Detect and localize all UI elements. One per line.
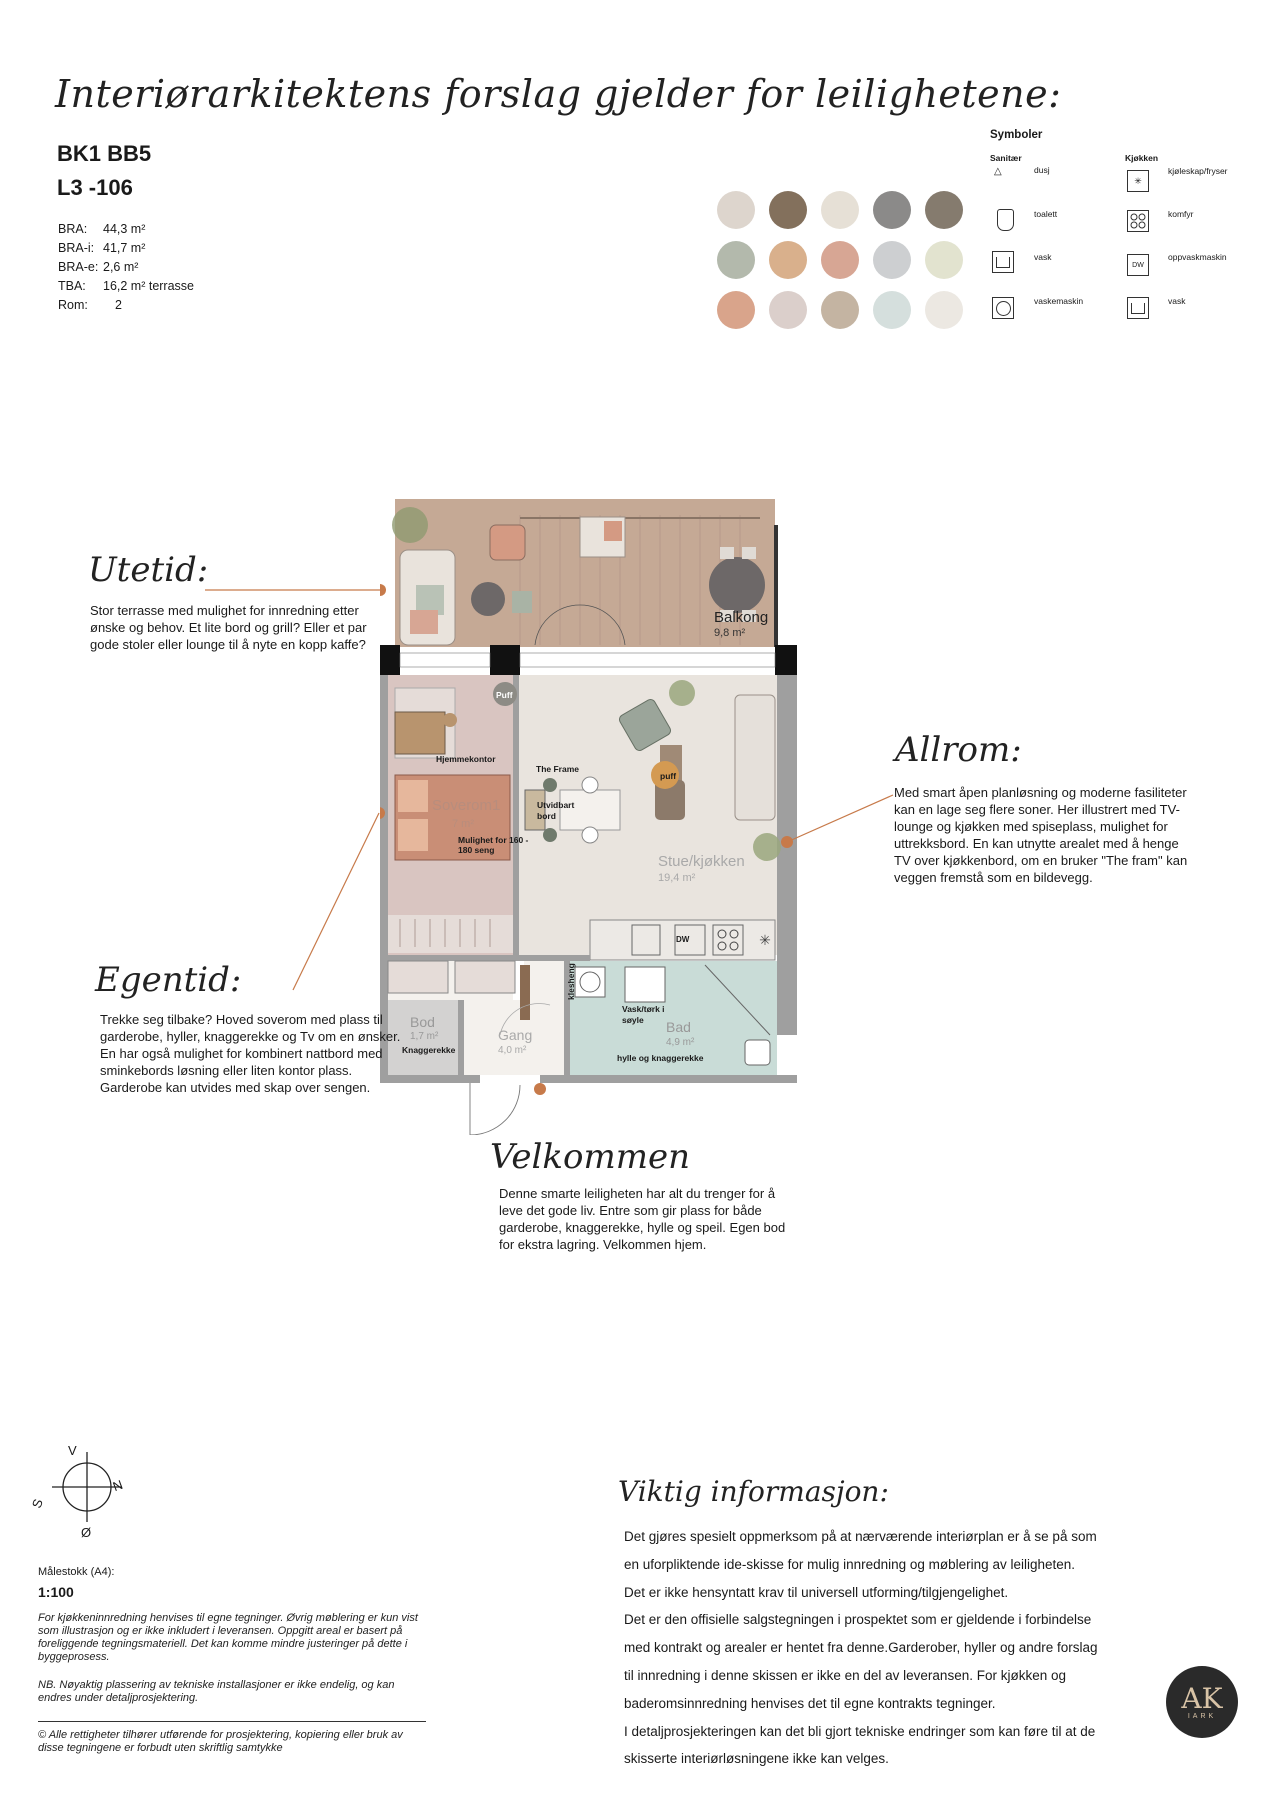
room-area: 1,7 m² xyxy=(410,1031,439,1042)
pillow xyxy=(398,780,428,812)
color-swatch xyxy=(873,241,911,279)
color-palette xyxy=(717,191,963,329)
scale-value: 1:100 xyxy=(38,1584,74,1600)
plant xyxy=(392,507,428,543)
color-swatch xyxy=(873,191,911,229)
compass-s: S xyxy=(28,1496,46,1511)
divider xyxy=(38,1721,426,1722)
color-swatch xyxy=(925,241,963,279)
cushion xyxy=(410,610,438,634)
dishwasher-icon: DW xyxy=(1127,254,1149,276)
wall xyxy=(777,675,797,1035)
egentid-heading: Egentid: xyxy=(95,960,242,1000)
info-line: Det gjøres spesielt oppmerksom på at nærværende interiørplan er å se på som xyxy=(624,1529,1097,1544)
color-swatch xyxy=(717,191,755,229)
scale-label: Målestokk (A4): xyxy=(38,1566,115,1578)
info-line: Det er den offisielle salgstegningen i prospektet som er gjeldende i forbindelse xyxy=(624,1612,1092,1628)
fact-label: TBA: xyxy=(58,279,86,293)
railing xyxy=(520,517,760,519)
chair xyxy=(543,828,557,842)
allrom-heading: Allrom: xyxy=(895,730,1022,770)
bathroom-sink xyxy=(625,967,665,1002)
symbol-label: oppvaskmaskin xyxy=(1168,252,1227,262)
symbols-title: Symboler xyxy=(990,129,1043,141)
balcony-wall-right xyxy=(774,525,778,647)
room-name: Balkong xyxy=(714,609,769,626)
fact-value: 2 xyxy=(115,298,122,312)
lounge-chair xyxy=(490,525,525,560)
fact-label: Rom: xyxy=(58,298,88,312)
plan-label: Mulighet for 160 - 180 seng xyxy=(458,835,529,855)
room-name: Stue/kjøkken xyxy=(658,853,745,870)
note-technical: NB. Nøyaktig plassering av tekniske installasjoner er ikke endelig, og kan endres under detaljprosjektering. xyxy=(38,1679,395,1704)
info-line: til innredning i denne skissen er ikke en del av leveransen. For kjøkken og xyxy=(624,1667,1066,1683)
color-swatch xyxy=(821,241,859,279)
shelf xyxy=(455,961,515,993)
shower-icon: △ xyxy=(994,166,1002,177)
plan-label: Utvidbart bord xyxy=(537,800,575,821)
window xyxy=(520,653,775,667)
wall xyxy=(490,645,520,675)
washing-machine-icon xyxy=(992,297,1014,319)
color-swatch xyxy=(717,241,755,279)
room-name: Soverom1 xyxy=(432,797,501,814)
area-facts xyxy=(58,220,194,315)
page-title: Interiørarkitektens forslag gjelder for leilighetene: xyxy=(55,72,1062,116)
drum xyxy=(996,301,1011,316)
kjokken-heading: Kjøkken xyxy=(1125,153,1159,163)
note-copyright: © Alle rettigheter tilhører utførende for prosjektering, kopiering eller bruk av disse tegningene er forbudt uten skriftlig samtykke xyxy=(38,1729,403,1754)
fridge-glyph: ✳ xyxy=(759,932,771,948)
fact-row xyxy=(58,296,194,315)
wall xyxy=(458,1000,464,1075)
marker-velkommen xyxy=(534,1083,546,1095)
velkommen-text: Denne smarte leiligheten har alt du trenger for å leve det gode liv. Entre som gir plass for både garderobe, knaggerekke, hylle og speil. Egen bod for ekstra lagring. Velkommen hjem. xyxy=(499,1186,786,1252)
egentid-text: Trekke seg tilbake? Hoved soverom med plass til garderobe, hyller, knaggerekke og Tv om en ønsker. En har også mulighet for kombinert nattbord med sminkebords løsning eller liten kontor plass. Garderobe kan utvides med skap over sengen. xyxy=(100,1012,401,1095)
chair xyxy=(720,547,734,559)
stool xyxy=(512,591,532,613)
plan-label: hylle og knaggerekke xyxy=(617,1053,704,1063)
symbol-label: kjøleskap/fryser xyxy=(1168,166,1228,176)
chair xyxy=(742,547,756,559)
wall xyxy=(775,645,797,675)
cushion xyxy=(604,521,622,541)
fact-value: 16,2 m² terrasse xyxy=(103,279,195,293)
compass-o: Ø xyxy=(81,1525,92,1540)
info-line: I detaljprosjekteringen kan det bli gjort tekniske endringer som kan føre til at de xyxy=(624,1723,1096,1739)
color-swatch xyxy=(769,191,807,229)
allrom-text: Med smart åpen planløsning og moderne fasiliteter kan en lage seg flere soner. Her illustrert med TV-lounge og kjøkken med spiseplass, mulighet for uttrekksbord. En kan utnytte arealet med å henge TV over kjøkkenbord, om en bruker "The fram" kan veggen fremstå som en bildevegg. xyxy=(894,785,1188,885)
room-area: 4,0 m² xyxy=(498,1045,527,1056)
viktig-heading: Viktig informasjon: xyxy=(618,1475,889,1508)
symbol-shower xyxy=(994,166,1002,177)
info-line: med kontrakt og arealer er hentet fra denne.Garderober, hyller og andre forslag xyxy=(624,1640,1098,1656)
wardrobe-bottom xyxy=(388,915,513,953)
toilet-icon xyxy=(997,209,1014,231)
room-name: Gang xyxy=(498,1027,533,1043)
plan-label: Hjemmekontor xyxy=(436,754,496,764)
apartment-code: L3 -106 xyxy=(57,175,133,200)
fact-value: 2,6 m² xyxy=(103,260,139,274)
plan-label: klesheng xyxy=(566,963,576,1000)
fridge-icon: ✳ xyxy=(1127,170,1149,192)
room-area: 9,8 m² xyxy=(714,627,746,639)
chair xyxy=(582,777,598,793)
color-swatch xyxy=(873,291,911,329)
color-swatch xyxy=(769,291,807,329)
symbol-label: vaskemaskin xyxy=(1034,296,1084,306)
fact-row xyxy=(58,220,194,239)
logo-mark: AK xyxy=(1181,1681,1223,1715)
apartment-code: BK1 BB5 xyxy=(57,141,152,166)
symbol-label: komfyr xyxy=(1168,209,1194,219)
floor-plan xyxy=(380,495,810,1135)
entrance-door xyxy=(470,1083,520,1135)
sink-basin xyxy=(996,257,1010,268)
symbol-label: vask xyxy=(1168,296,1186,306)
shelf xyxy=(388,961,448,993)
color-swatch xyxy=(821,291,859,329)
toilet xyxy=(745,1040,770,1065)
viktig-text xyxy=(624,1523,1144,1773)
side-table xyxy=(471,582,505,616)
plant xyxy=(669,680,695,706)
info-line: en uforpliktende ide-skisse for mulig innredning og møblering av leiligheten. xyxy=(624,1556,1075,1572)
fact-row xyxy=(58,258,194,277)
symbol-label: dusj xyxy=(1034,165,1050,175)
dining-table xyxy=(709,557,765,613)
window xyxy=(400,653,490,667)
marker-utetid xyxy=(380,584,386,596)
sink-icon xyxy=(992,251,1014,273)
desk xyxy=(395,712,445,754)
velkommen-heading: Velkommen xyxy=(490,1137,690,1177)
plan-label: Puff xyxy=(496,690,513,700)
marker-allrom xyxy=(781,836,793,848)
fact-value: 41,7 m² xyxy=(103,241,146,255)
plan-label: puff xyxy=(660,771,677,781)
room-area: 7 m² xyxy=(452,818,474,830)
room-name: Bad xyxy=(666,1019,691,1035)
info-line: skisserte interiørløsningene ikke kan velges. xyxy=(624,1751,889,1767)
utetid-heading: Utetid: xyxy=(88,550,209,590)
plan-label: DW xyxy=(676,935,690,944)
fact-value: 44,3 m² xyxy=(103,222,146,236)
sanitaer-heading: Sanitær xyxy=(990,153,1022,163)
info-line: Det er ikke hensyntatt krav til universell utforming/tilgjengelighet. xyxy=(624,1584,1009,1600)
room-name: Bod xyxy=(410,1014,435,1030)
fact-label: BRA-e: xyxy=(58,260,99,274)
sink-basin xyxy=(1131,303,1145,314)
clothes-rack xyxy=(520,965,530,1020)
color-swatch xyxy=(769,241,807,279)
logo-sub: IARK xyxy=(1187,1712,1217,1720)
plant xyxy=(753,833,781,861)
wall xyxy=(513,675,519,955)
info-line: baderomsinnredning henvises det til egne kontrakts tegninger. xyxy=(624,1695,996,1711)
room-area: 4,9 m² xyxy=(666,1037,695,1048)
fact-label: BRA: xyxy=(58,222,88,236)
kitchen-sink-icon xyxy=(1127,297,1149,319)
burners xyxy=(1129,212,1147,230)
wall xyxy=(380,955,590,961)
plan-label: The Frame xyxy=(536,764,579,774)
chair xyxy=(582,827,598,843)
fact-label: BRA-i: xyxy=(58,241,95,255)
sofa xyxy=(735,695,775,820)
lamp xyxy=(443,713,457,727)
compass-n: N xyxy=(110,1476,125,1495)
plan-label: Knaggerekke xyxy=(402,1045,456,1055)
plan-label: Vask/tørk i søyle xyxy=(622,1004,665,1025)
note-furnishing: For kjøkkeninnredning henvises til egne tegninger. Øvrig møblering er kun vist som illustrasjon og er ikke inkludert i leveransen. Oppgitt areal er basert på foreliggende tegningsmateriell. Det kan komme mindre justeringer på dette i byggeprosess. xyxy=(38,1612,418,1663)
compass-v: V xyxy=(68,1443,77,1458)
color-swatch xyxy=(717,291,755,329)
stove-icon xyxy=(1127,210,1149,232)
color-swatch xyxy=(925,291,963,329)
chair xyxy=(543,778,557,792)
color-swatch xyxy=(925,191,963,229)
ak-logo xyxy=(1166,1666,1238,1738)
color-swatch xyxy=(821,191,859,229)
fact-row xyxy=(58,277,194,296)
room-area: 19,4 m² xyxy=(658,872,696,884)
symbol-label: toalett xyxy=(1034,209,1058,219)
wall xyxy=(540,1075,797,1083)
symbol-label: vask xyxy=(1034,252,1052,262)
utetid-text: Stor terrasse med mulighet for innredning etter ønske og behov. Et lite bord og grill? Eller et par gode stoler eller lounge til å nyte en kopp kaffe? xyxy=(90,603,367,652)
pillow xyxy=(398,819,428,851)
wall xyxy=(380,645,400,675)
fact-row xyxy=(58,239,194,258)
